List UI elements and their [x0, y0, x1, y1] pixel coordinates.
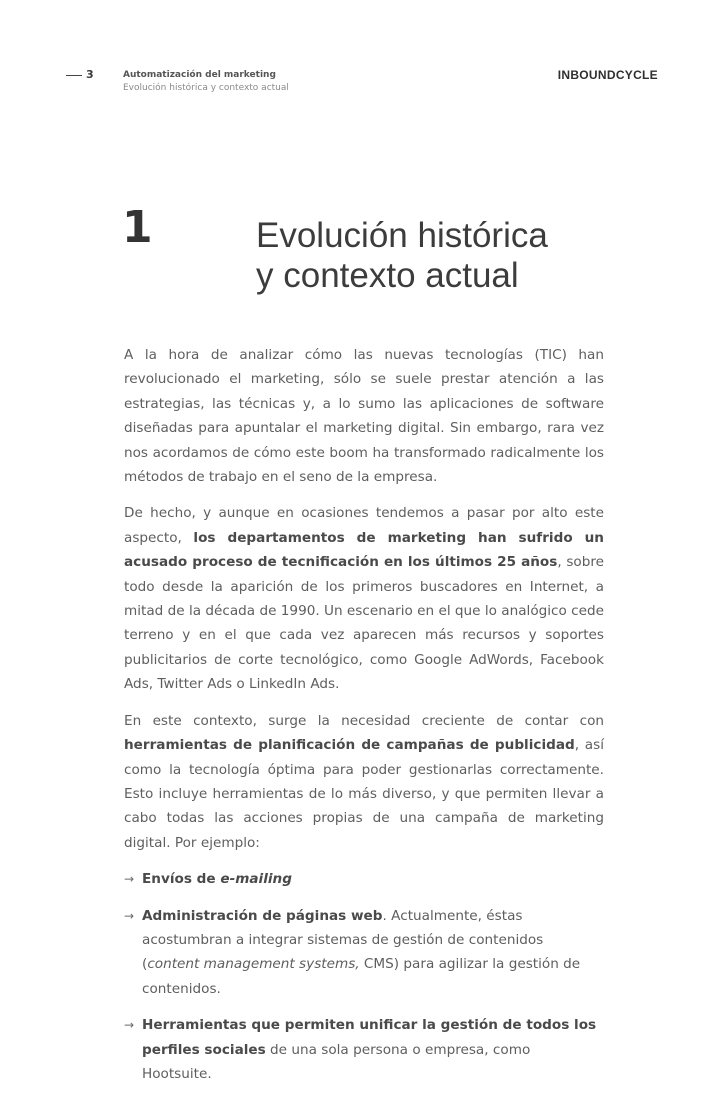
- list-item-3-text-a: de una sola persona o empresa, como Hootsuite.: [142, 1041, 531, 1082]
- example-list: [124, 867, 604, 1086]
- page-number-dash: [66, 75, 82, 76]
- paragraph-3: [124, 709, 604, 855]
- paragraph-3-text-b: , así como la tecnología óptima para poder gestionarlas correctamente. Esto incluye herramientas de lo más diverso, y que permiten llevar a cabo todas las acciones propias de una campaña de marketing digital. Por ejemplo:: [124, 737, 604, 851]
- paragraph-3-bold: herramientas de planificación de campañas de publicidad: [124, 737, 575, 754]
- arrow-right-icon: →: [124, 908, 135, 923]
- list-item: [124, 904, 604, 1002]
- document-subtitle: Evolución histórica y contexto actual: [123, 83, 289, 93]
- chapter-number: 1: [122, 202, 153, 253]
- paragraph-2-text-b: , sobre todo desde la aparición de los primeros buscadores en Internet, a mitad de la década de 1990. Un escenario en el que lo analógico cede terreno y en el que cada vez aparecen más recursos y soportes publicitarios de corte tecnológico, como Google AdWords, Facebook Ads, Twitter Ads o LinkedIn Ads.: [124, 554, 604, 693]
- list-item-1-bold-italic: e-mailing: [220, 871, 292, 888]
- list-item-2-italic: content management systems,: [147, 956, 360, 973]
- paragraph-3-text-a: En este contexto, surge la necesidad creciente de contar con: [124, 712, 604, 729]
- chapter-title-line-1: Evolución histórica: [256, 216, 548, 255]
- inboundcycle-logo: INBOUNDCYCLE: [557, 68, 658, 82]
- document-title: Automatización del marketing: [123, 70, 276, 80]
- arrow-right-icon: →: [124, 872, 135, 887]
- body-text: [124, 343, 604, 1098]
- list-item-2-bold: Administración de páginas web: [142, 907, 383, 924]
- list-item-1-bold: Envíos de: [142, 871, 221, 888]
- list-item-2-text-b: CMS) para agilizar la gestión de contenidos.: [142, 956, 581, 997]
- page-number: 3: [86, 68, 94, 81]
- chapter-title: [256, 216, 616, 296]
- paragraph-1: A la hora de analizar cómo las nuevas tecnologías (TIC) han revolucionado el marketing, sólo se suele prestar atención a las estrategias, las técnicas y, a lo sumo las aplicaciones de software diseñadas para apuntalar el marketing digital. Sin embargo, rara vez nos acordamos de cómo este boom ha transformado radicalmente los métodos de trabajo en el seno de la empresa.: [124, 347, 604, 486]
- page-header: [66, 68, 660, 102]
- chapter-title-line-2: y contexto actual: [256, 256, 519, 295]
- paragraph-2-bold: los departamentos de marketing han sufrido un acusado proceso de tecnificación en los últimos 25 años: [124, 529, 604, 571]
- paragraph-2-text-a: De hecho, y aunque en ocasiones tendemos a pasar por alto este aspecto,: [124, 505, 604, 546]
- list-item-2-text-a: . Actualmente, éstas acostumbran a integrar sistemas de gestión de contenidos (: [142, 907, 544, 973]
- arrow-right-icon: →: [124, 1018, 135, 1033]
- list-item-3-bold: Herramientas que permiten unificar la gestión de todos los perfiles sociales: [142, 1017, 597, 1058]
- paragraph-2: [124, 501, 604, 696]
- list-item: [124, 867, 604, 891]
- list-item: [124, 1013, 604, 1086]
